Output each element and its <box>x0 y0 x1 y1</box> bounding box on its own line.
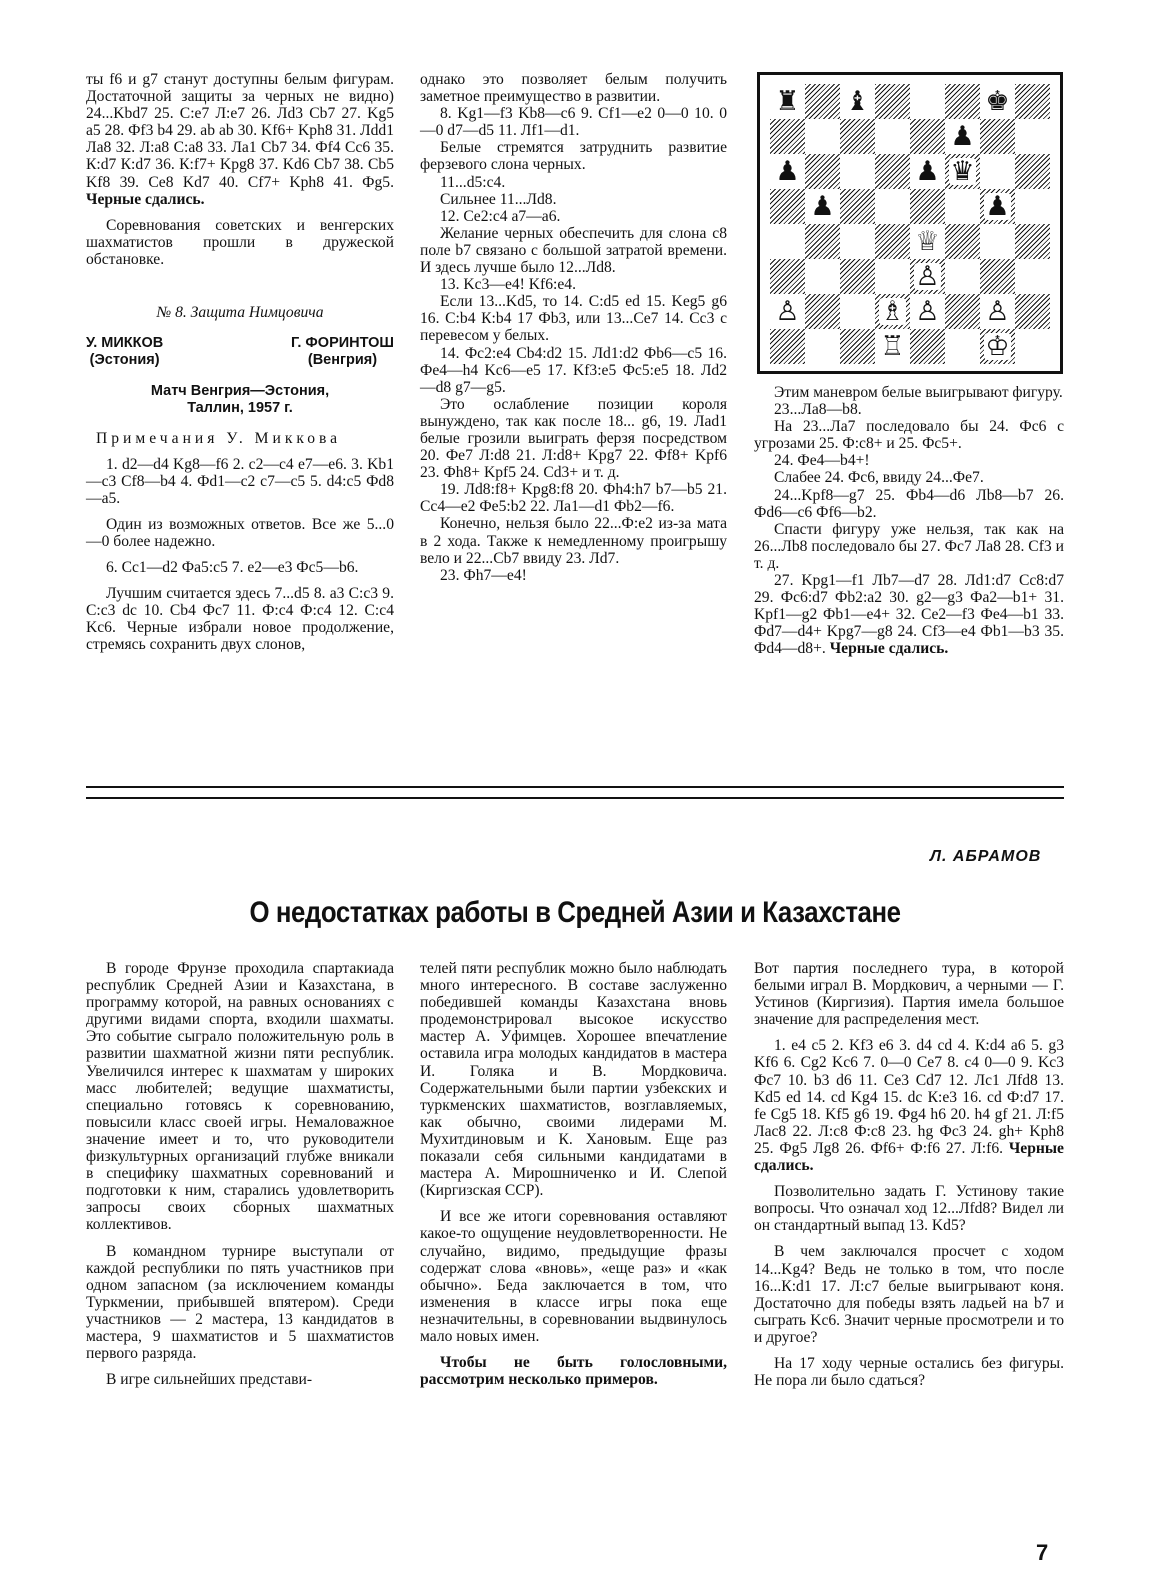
board-square-b6 <box>805 154 840 189</box>
text-paragraph: В игре сильнейших представи- <box>106 1371 313 1389</box>
chess-piece-icon: ♟ <box>915 156 940 187</box>
board-square-g3 <box>980 259 1015 294</box>
board-square-a1 <box>770 329 805 364</box>
moves-paragraph: 8. Kg1—f3 Kb8—c6 9. Cf1—e2 0—0 10. 0—0 d7—d5 11. Лf1—d1. <box>420 105 727 140</box>
text-paragraph: Лучшим считается здесь 7...d5 8. a3 С:c3 9. С:c3 dc 10. Cb4 Фс7 11. Ф:c4 Ф:c4 12. С:c4 Kc6. Черные избрали новое продолжение, стремясь сохранить двух слонов, <box>86 585 394 654</box>
white-player: У. МИККОВ (Эстония) <box>86 335 164 369</box>
board-square-f8 <box>945 84 980 119</box>
chess-piece-icon: ♙ <box>775 296 800 327</box>
board-square-g8 <box>980 84 1015 119</box>
board-square-f6 <box>945 154 980 189</box>
notes-heading: Примечания У. Миккова <box>96 429 342 447</box>
board-square-g5 <box>980 189 1015 224</box>
board-square-a8 <box>770 84 805 119</box>
text-paragraph: И все же итоги соревнования оставляют какое-то ощущение неудовлетворенности. Не случайно, видимо, предыдущие фразы содержат слова «вновь», «еще раз» и «как обычно». Беда заключается в том, что изменения в классе игры пока еще незначительны, в соревновании выдвинулось мало новых имен. <box>420 1208 727 1345</box>
chess-piece-icon: ♖ <box>880 331 905 362</box>
moves-paragraph: 14. Фс2:e4 Cb4:d2 15. Лd1:d2 Фb6—c5 16. Фе4—h4 Kc6—e5 17. Kf3:e5 Фс5:e5 18. Лd2—d8 g7—g5. <box>420 344 727 396</box>
text-paragraph: Этим маневром белые выигрывают фигуру. <box>774 384 1063 401</box>
board-square-h3 <box>1015 259 1050 294</box>
board-square-a7 <box>770 119 805 154</box>
board-square-c5 <box>840 189 875 224</box>
board-square-c3 <box>840 259 875 294</box>
board-square-e7 <box>910 119 945 154</box>
board-square-e6 <box>910 154 945 189</box>
chess-piece-icon: ♙ <box>915 296 940 327</box>
text-paragraph: однако это позволяет белым получить заметное преимущество в развитии. <box>420 71 727 106</box>
board-square-d5 <box>875 189 910 224</box>
text-paragraph: Позволительно задать Г. Устинову такие вопросы. Что означал ход 12...Лfd8? Видел ли он стандартный выпад 13. Kd5? <box>754 1183 1064 1235</box>
moves-paragraph: 23. Фh7—e4! <box>440 566 527 584</box>
board-square-f5 <box>945 189 980 224</box>
board-square-f4 <box>945 224 980 259</box>
chess-piece-icon: ♙ <box>915 261 940 292</box>
chess-piece-icon: ♛ <box>950 156 975 187</box>
chess-piece-icon: ♔ <box>985 331 1010 362</box>
board-square-d3 <box>875 259 910 294</box>
text-paragraph: Это ослабление позиции короля вынуждено, так как после 18... g6, 19. Лad1 белые грозили выиграть ферзя посредством 20. Фе7 Л:d8 21. Л:d8+ Kpg7 22. Фf8+ Kpf6 23. Фh8+ Kpf5 24. Cd3+ и т. д. <box>420 395 727 482</box>
text-paragraph: В командном турнире выступали от каждой республики по пять участников при одном запасном (за исключением команды Туркмении, прибывшей впятером). Среди участников — 2 мастера, 13 кандидатов в мастера, 9 шахматистов и 5 шахматистов первого разряда. <box>86 1242 394 1363</box>
board-square-b1 <box>805 329 840 364</box>
text-paragraph: ты f6 и g7 станут доступны белым фигурам. Достаточной защиты за черных не видно) 24...Kbd7 25. С:е7 Л:е7 26. Лd3 Cb7 27. Kg5 a5 28. Фf3 b4 29. ab ab 30. Kf6+ Kph8 31. Лdd1 Ла8 32. Л:а8 С:а8 33. Ла1 Cb7 34. Фf4 Cc6 35. К:d7 К:d7 36. К:f7+ Kpg8 37. Kd6 Cb7 38. Cb5 Kf8 39. Ce8 Kd7 40. Cf7+ Kph8 41. Фg5. Черные сдались. <box>86 71 394 208</box>
board-square-g4 <box>980 224 1015 259</box>
board-square-c2 <box>840 294 875 329</box>
board-square-f7 <box>945 119 980 154</box>
result-text: Черные сдались. <box>829 640 949 658</box>
chess-piece-icon: ♟ <box>775 156 800 187</box>
board-square-g1 <box>980 329 1015 364</box>
board-square-b2 <box>805 294 840 329</box>
board-square-a6 <box>770 154 805 189</box>
moves-paragraph: 6. Cc1—d2 Фа5:c5 7. e2—e3 Фс5—b6. <box>106 559 359 577</box>
moves-paragraph: 23...Ла8—b8. <box>774 401 862 419</box>
board-square-b3 <box>805 259 840 294</box>
page-number: 7 <box>1036 1540 1049 1565</box>
board-square-b8 <box>805 84 840 119</box>
board-square-f1 <box>945 329 980 364</box>
chess-piece-icon: ♕ <box>915 226 940 257</box>
chess-piece-icon: ♟ <box>810 191 835 222</box>
board-square-c8 <box>840 84 875 119</box>
board-square-h1 <box>1015 329 1050 364</box>
match-info: Матч Венгрия—Эстония, Таллин, 1957 г. <box>150 383 330 417</box>
moves-paragraph: 24...Kpf8—g7 25. Фb4—d6 Лb8—b7 26. Фd6—c6 Фf6—b2. <box>754 486 1064 521</box>
result-text: Черные сдались. <box>754 1139 1064 1175</box>
text-paragraph: Чтобы не быть голословными, рассмотрим несколько примеров. <box>420 1354 727 1389</box>
board-square-e2 <box>910 294 945 329</box>
text-paragraph: В городе Фрунзе проходила спартакиада республик Средней Азии и Казахстана, в программу которой, на равных основаниях с другими видами спорта, входили шахматы. Это событие сыграло положительную роль в развитии шахматной жизни пяти республик. Увеличился интерес к шахматам у широких масс любителей; ведущие шахматисты, специально готовясь к соревнованию, повысили класс своей игры. Немаловажное значение имеет и то, что руководители физкультурных организаций глубже вникали в специфику шахматных соревнований и подготовки к ним, старались удовлетворить запросы своих сборных шахматных коллективов. <box>86 960 394 1234</box>
article-author: Л. АБРАМОВ <box>930 848 1042 865</box>
board-square-a3 <box>770 259 805 294</box>
board-square-h4 <box>1015 224 1050 259</box>
text-paragraph: Спасти фигуру уже нельзя, так как на 26...Лb8 последовало бы 27. Фс7 Ла8 28. Cf3 и т. д. <box>754 520 1064 572</box>
board-square-e5 <box>910 189 945 224</box>
chess-piece-icon: ♟ <box>950 121 975 152</box>
board-square-h8 <box>1015 84 1050 119</box>
board-square-g6 <box>980 154 1015 189</box>
board-square-g7 <box>980 119 1015 154</box>
black-player: Г. ФОРИНТОШ (Венгрия) <box>290 335 394 369</box>
text-paragraph: Конечно, нельзя было 22...Ф:e2 из-за мата в 2 хода. Также к немедленному проигрышу вело и 22...Cb7 ввиду 23. Лd7. <box>420 515 727 567</box>
chess-piece-icon: ♙ <box>985 296 1010 327</box>
text-paragraph: На 17 ходу черные остались без фигуры. Не пора ли было сдаться? <box>754 1354 1064 1390</box>
board-square-a5 <box>770 189 805 224</box>
board-square-f2 <box>945 294 980 329</box>
board-square-e1 <box>910 329 945 364</box>
chess-piece-icon: ♚ <box>985 86 1010 117</box>
board-square-d7 <box>875 119 910 154</box>
board-square-f3 <box>945 259 980 294</box>
board-square-b4 <box>805 224 840 259</box>
chess-piece-icon: ♟ <box>985 191 1010 222</box>
board-square-e8 <box>910 84 945 119</box>
game-heading: № 8. Защита Нимцовича <box>156 304 324 322</box>
divider-rule <box>86 797 1064 799</box>
text-paragraph: Желание черных обеспечить для слона c8 поле b7 связано с большой затратой времени. И здесь лучше было 12...Лd8. <box>420 224 727 277</box>
board-square-c1 <box>840 329 875 364</box>
board-square-b5 <box>805 189 840 224</box>
text-paragraph: Один из возможных ответов. Все же 5...0—0 более надежно. <box>86 515 394 550</box>
board-square-a4 <box>770 224 805 259</box>
moves-paragraph: 19. Лd8:f8+ Kpg8:f8 20. Фh4:h7 b7—b5 21. Cc4—e2 Фе5:b2 22. Ла1—d1 Фb2—f6. <box>420 481 727 516</box>
board-square-e4 <box>910 224 945 259</box>
board-square-h7 <box>1015 119 1050 154</box>
players-header <box>86 335 394 369</box>
moves-paragraph: 13. Kc3—e4! Kf6:e4. <box>440 276 576 294</box>
moves-paragraph: 1. d2—d4 Kg8—f6 2. c2—c4 e7—e6. 3. Kb1—c3 Cf8—b4 4. Фd1—c2 c7—c5 5. d4:c5 Фd8—a5. <box>86 455 394 507</box>
text-paragraph: телей пяти республик можно было наблюдать много интересного. В составе заслуженно победившей команды Казахстана вновь продемонстрировал высокое искусство мастер А. Уфимцев. Хорошее впечатление оставила игра молодых кандидатов в мастера И. Голяка и В. Мордковича. Содержательными были партии узбекских и туркменских шахматистов, возглавляемых, как обычно, своими лидерами М. Мухитдиновым и К. Хановым. Еще раз показали себя сильными кандидатами в мастера А. Мирошниченко и И. Слепой (Киргизская ССР). <box>420 960 727 1200</box>
column-6 <box>754 960 1064 1389</box>
board-square-b7 <box>805 119 840 154</box>
column-1 <box>86 71 394 654</box>
divider-rule <box>86 786 1064 788</box>
text-paragraph: Белые стремятся затруднить развитие ферзевого слона черных. <box>420 139 727 174</box>
chess-diagram <box>757 72 1063 374</box>
board-square-g2 <box>980 294 1015 329</box>
board-square-c6 <box>840 154 875 189</box>
text-paragraph: Если 13...Kd5, то 14. С:d5 ed 15. Keg5 g6 16. С:b4 К:b4 17 Фb3, или 13...Ce7 14. Cc3 с перевесом у белых. <box>420 293 727 345</box>
text-paragraph: В чем заключался просчет с ходом 14...Kg4? Ведь не только в том, что после 16...К:d1 17. Л:c7 белые выигрывают коня. Достаточно для победы взять ладьей на b7 и сыграть Kc6. Значит черные просмотрели и то и другое? <box>754 1243 1064 1346</box>
chess-piece-icon: ♝ <box>845 86 870 117</box>
board-square-d8 <box>875 84 910 119</box>
moves-paragraph: 1. e4 c5 2. Kf3 e6 3. d4 cd 4. К:d4 a6 5. g3 Kf6 6. Cg2 Kc6 7. 0—0 Ce7 8. c4 0—0 9. Kc3 Фс7 10. b3 d6 11. Ce3 Cd7 12. Лc1 Лfd8 13. Kd5 ed 14. cd Kg4 15. dc К:e3 16. cd Ф:d7 17. fe Cg5 18. Kf5 g6 19. Фg4 h6 20. h4 gf 21. Л:f5 Лac8 22. Л:c8 Ф:c8 23. hg Фс3 24. gh+ Kph8 25. Фg5 Лg8 26. Фf6+ Ф:f6 27. Л:f6. Черные сдались. <box>754 1037 1064 1175</box>
text-paragraph: Вот партия последнего тура, в которой белыми играл В. Мордкович, а черными — Г. Устинов (Киргизия). Партия имела большое значение для распределения мест. <box>754 960 1064 1029</box>
board-square-d2 <box>875 294 910 329</box>
text-paragraph: На 23...Ла7 последовало бы 24. Фс6 с угрозами 25. Ф:c8+ и 25. Фс5+. <box>754 418 1064 453</box>
board-square-h5 <box>1015 189 1050 224</box>
column-5 <box>420 960 727 1388</box>
result-text: Черные сдались. <box>86 190 205 208</box>
article-title: О недостатках работы в Средней Азии и Казахстане <box>249 896 901 929</box>
text-paragraph: Соревнования советских и венгерских шахматистов прошли в дружеской обстановке. <box>86 216 394 268</box>
chess-piece-icon: ♜ <box>775 86 800 117</box>
board-square-c4 <box>840 224 875 259</box>
chess-board-grid <box>770 84 1050 364</box>
board-square-a2 <box>770 294 805 329</box>
moves-paragraph: 24. Фе4—b4+! <box>774 452 870 470</box>
column-4 <box>86 960 394 1388</box>
board-square-h6 <box>1015 154 1050 189</box>
board-square-h2 <box>1015 294 1050 329</box>
board-square-e3 <box>910 259 945 294</box>
moves-paragraph: 12. Ce2:c4 a7—a6. <box>440 207 561 225</box>
moves-paragraph: 11...d5:c4. <box>440 173 506 191</box>
board-square-d1 <box>875 329 910 364</box>
board-square-d4 <box>875 224 910 259</box>
moves-paragraph: 27. Kpg1—f1 Лb7—d7 28. Лd1:d7 Cc8:d7 29. Фс6:d7 Фb2:a2 30. g2—g3 Фа2—b1+ 31. Kpf1—g2 Фb1—e4+ 32. Ce2—f3 Фе4—b1 33. Фd7—d4+ Kpg7—g8 24. Cf3—e4 Фb1—b3 35. Фd4—d8+. Черные сдались. <box>754 572 1064 658</box>
column-3 <box>754 384 1064 658</box>
text-paragraph: Сильнее 11...Лd8. <box>440 190 557 208</box>
text-paragraph: Слабее 24. Фс6, ввиду 24...Фе7. <box>774 469 984 487</box>
board-square-c7 <box>840 119 875 154</box>
column-2 <box>420 71 727 584</box>
board-square-d6 <box>875 154 910 189</box>
chess-piece-icon: ♗ <box>880 296 905 327</box>
